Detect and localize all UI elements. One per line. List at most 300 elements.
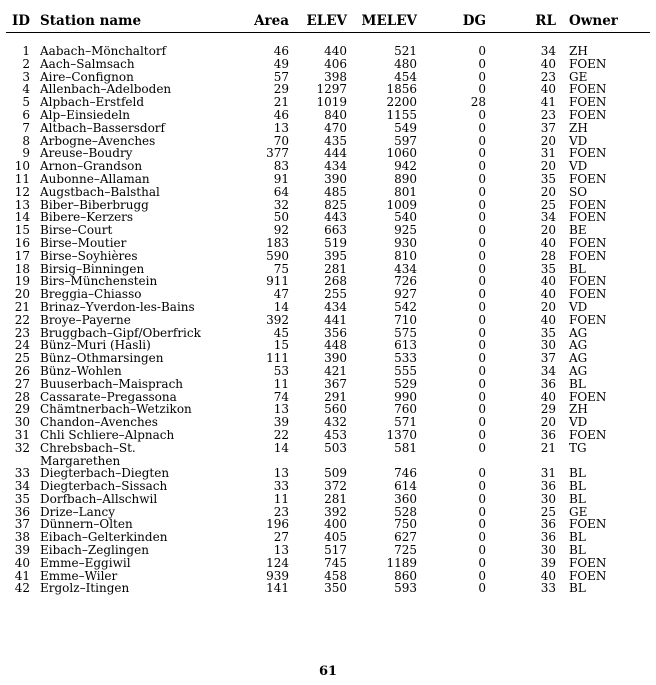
cell-rl: 40 [540,312,556,327]
cell-owner: AG [569,338,588,353]
station-name-text: Dorfbach–Allschwil [40,491,158,506]
cell-rl: 30 [540,491,556,506]
cell-elev: 1297 [316,82,347,97]
cell-dg: 0 [478,338,486,353]
station-name-text: Ergolz–Itingen [40,581,130,596]
cell-id: 30 [14,415,30,430]
cell-dg: 0 [478,56,486,71]
cell-area: 23 [273,504,289,519]
cell-id: 42 [14,581,30,596]
cell-area: 13 [273,402,289,417]
cell-owner: BL [569,466,586,481]
cell-dg: 0 [478,223,486,238]
cell-rl: 36 [540,530,556,545]
cell-id: 16 [14,235,30,250]
cell-id: 25 [14,351,30,366]
cell-melev: 480 [394,56,417,71]
station-name-text: Birsig–Binningen [40,261,145,276]
cell-area: 49 [273,56,289,71]
cell-elev: 268 [324,274,347,289]
cell-melev: 528 [394,504,417,519]
station-name-text: Birse–Moutier [40,235,127,250]
cell-dg: 0 [478,440,486,455]
cell-dg: 0 [478,287,486,302]
cell-dg: 0 [478,376,486,391]
cell-rl: 36 [540,479,556,494]
station-name-text: Arnon–Grandson [40,159,143,174]
cell-dg: 0 [478,389,486,404]
cell-rl: 25 [540,197,556,212]
station-name-text: Drize–Lancy [40,504,115,519]
cell-id: 14 [14,210,30,225]
cell-dg: 0 [478,261,486,276]
cell-rl: 40 [540,568,556,583]
cell-area: 45 [273,325,289,340]
table-row [6,480,650,493]
cell-area: 11 [273,376,289,391]
cell-dg: 0 [478,299,486,314]
cell-area: 75 [273,261,289,276]
cell-station-name [30,429,230,442]
cell-station-name [30,493,230,506]
cell-owner: FOEN [569,82,607,97]
cell-id: 38 [14,530,30,545]
cell-area: 111 [266,351,289,366]
cell-melev: 746 [394,466,417,481]
cell-area: 14 [273,299,289,314]
cell-area: 47 [273,287,289,302]
cell-owner: BL [569,261,586,276]
table-row [6,314,650,327]
cell-owner: BL [569,376,586,391]
cell-owner: BL [569,543,586,558]
cell-id: 17 [14,248,30,263]
cell-station-name [30,58,230,71]
cell-id: 36 [14,504,30,519]
cell-dg: 0 [478,107,486,122]
cell-rl: 23 [540,107,556,122]
cell-id: 12 [14,184,30,199]
cell-dg: 0 [478,402,486,417]
page-number: 61 [318,664,338,679]
cell-id: 20 [14,287,30,302]
cell-elev: 1019 [316,95,347,110]
cell-id: 5 [22,95,30,110]
cell-elev: 485 [324,184,347,199]
cell-rl: 39 [540,555,556,570]
cell-melev: 627 [394,530,417,545]
cell-elev: 453 [324,427,347,442]
cell-dg: 0 [478,44,486,58]
cell-area: 13 [273,120,289,135]
cell-elev: 448 [324,338,347,353]
table-row [6,544,650,557]
cell-rl: 25 [540,504,556,519]
header-id: ID [11,13,30,29]
table-header [6,10,650,33]
cell-dg: 28 [470,95,486,110]
cell-area: 64 [273,184,289,199]
cell-area: 939 [266,568,289,583]
cell-elev: 255 [324,287,347,302]
cell-station-name [30,122,230,135]
station-name-text: Bruggbach–Gipf/Oberfrick [40,325,201,340]
table-row [6,33,650,58]
station-name-text: Eibach–Gelterkinden [40,530,168,545]
cell-area: 74 [273,389,289,404]
cell-area: 392 [266,312,289,327]
cell-id: 22 [14,312,30,327]
cell-rl: 41 [540,95,556,110]
cell-id: 31 [14,427,30,442]
cell-rl: 20 [540,415,556,430]
station-name-text: Buuserbach–Maisprach [40,376,184,391]
cell-area: 27 [273,530,289,545]
cell-melev: 801 [394,184,417,199]
cell-station-name [30,365,230,378]
header-elev: ELEV [306,13,347,29]
cell-dg: 0 [478,581,486,596]
cell-rl: 40 [540,274,556,289]
cell-dg: 0 [478,555,486,570]
cell-elev: 395 [324,248,347,263]
station-name-text: Areuse–Boudry [40,146,133,161]
cell-owner: AG [569,351,588,366]
cell-dg: 0 [478,466,486,481]
header-owner: Owner [569,13,618,29]
cell-melev: 529 [394,376,417,391]
cell-id: 27 [14,376,30,391]
cell-station-name [30,557,230,570]
cell-elev: 398 [324,69,347,84]
table-row [6,173,650,186]
cell-id: 35 [14,491,30,506]
cell-owner: FOEN [569,568,607,583]
cell-owner: FOEN [569,197,607,212]
cell-melev: 710 [394,312,417,327]
cell-id: 39 [14,543,30,558]
cell-elev: 390 [324,171,347,186]
station-name-text: Emme–Wiler [40,568,118,583]
cell-owner: FOEN [569,56,607,71]
cell-melev: 925 [394,223,417,238]
cell-dg: 0 [478,568,486,583]
cell-rl: 34 [540,210,556,225]
cell-id: 41 [14,568,30,583]
cell-id: 3 [22,69,30,84]
cell-station-name [30,301,230,314]
cell-owner: FOEN [569,274,607,289]
cell-dg: 0 [478,184,486,199]
station-name-text: Bünz–Wohlen [40,363,122,378]
table-row [6,557,650,570]
cell-area: 141 [266,581,289,596]
cell-owner: FOEN [569,517,607,532]
cell-id: 10 [14,159,30,174]
cell-station-name [30,109,230,122]
cell-melev: 555 [394,363,417,378]
cell-melev: 540 [394,210,417,225]
cell-id: 23 [14,325,30,340]
table-row [6,186,650,199]
table-row [6,429,650,442]
cell-rl: 30 [540,543,556,558]
cell-elev: 291 [324,389,347,404]
cell-id: 37 [14,517,30,532]
cell-dg: 0 [478,479,486,494]
cell-owner: VD [569,159,588,174]
cell-station-name [30,352,230,365]
cell-elev: 444 [324,146,347,161]
cell-owner: FOEN [569,312,607,327]
station-name-text: Augstbach–Balsthal [40,184,160,199]
cell-elev: 372 [324,479,347,494]
station-name-text: Dünnern–Olten [40,517,133,532]
cell-dg: 0 [478,504,486,519]
cell-area: 196 [266,517,289,532]
cell-id: 21 [14,299,30,314]
cell-owner: ZH [569,120,588,135]
cell-id: 29 [14,402,30,417]
cell-melev: 890 [394,171,417,186]
cell-area: 21 [273,95,289,110]
cell-area: 46 [273,44,289,58]
cell-id: 1 [22,44,30,58]
station-name-text: Allenbach–Adelboden [40,82,172,97]
cell-area: 83 [273,159,289,174]
cell-melev: 942 [394,159,417,174]
cell-elev: 470 [324,120,347,135]
cell-owner: FOEN [569,248,607,263]
station-name-text: Brinaz–Yverdon-les-Bains [40,299,195,314]
cell-station-name [30,186,230,199]
cell-area: 590 [266,248,289,263]
station-name-text: Bünz–Muri (Hasli) [40,338,151,353]
cell-rl: 37 [540,351,556,366]
cell-id: 11 [14,171,30,186]
station-name-text: Diegterbach–Sissach [40,479,168,494]
cell-melev: 990 [394,389,417,404]
table-row [6,442,650,468]
cell-rl: 35 [540,325,556,340]
cell-rl: 40 [540,56,556,71]
cell-elev: 356 [324,325,347,340]
cell-elev: 350 [324,581,347,596]
cell-id: 8 [22,133,30,148]
cell-dg: 0 [478,543,486,558]
cell-rl: 28 [540,248,556,263]
cell-owner: FOEN [569,427,607,442]
cell-area: 15 [273,338,289,353]
cell-id: 7 [22,120,30,135]
cell-station-name [30,442,230,468]
cell-id: 18 [14,261,30,276]
cell-elev: 432 [324,415,347,430]
cell-melev: 1856 [386,82,417,97]
cell-owner: TG [569,440,587,455]
cell-owner: BL [569,479,586,494]
cell-rl: 20 [540,184,556,199]
header-area: Area [254,13,289,29]
cell-id: 19 [14,274,30,289]
cell-melev: 1060 [386,146,417,161]
station-name-text: Birs–Münchenstein [40,274,158,289]
cell-rl: 29 [540,402,556,417]
cell-elev: 281 [324,491,347,506]
cell-owner: FOEN [569,389,607,404]
cell-owner: ZH [569,44,588,58]
cell-id: 2 [22,56,30,71]
cell-owner: FOEN [569,287,607,302]
cell-station-name [30,237,230,250]
cell-dg: 0 [478,159,486,174]
cell-elev: 435 [324,133,347,148]
cell-rl: 21 [540,440,556,455]
cell-id: 15 [14,223,30,238]
cell-area: 11 [273,491,289,506]
cell-owner: VD [569,133,588,148]
cell-melev: 750 [394,517,417,532]
header-melev: MELEV [361,13,417,29]
cell-area: 911 [266,274,289,289]
cell-elev: 281 [324,261,347,276]
cell-melev: 810 [394,248,417,263]
cell-melev: 760 [394,402,417,417]
station-name-text: Diegterbach–Diegten [40,466,170,481]
cell-melev: 1189 [386,555,417,570]
cell-dg: 0 [478,415,486,430]
cell-melev: 726 [394,274,417,289]
cell-rl: 40 [540,389,556,404]
cell-id: 24 [14,338,30,353]
cell-owner: GE [569,504,588,519]
cell-owner: AG [569,325,588,340]
table-row [6,109,650,122]
cell-melev: 613 [394,338,417,353]
cell-owner: FOEN [569,235,607,250]
cell-dg: 0 [478,248,486,263]
cell-dg: 0 [478,517,486,532]
cell-area: 124 [266,555,289,570]
cell-dg: 0 [478,235,486,250]
station-name-text: Alp–Einsiedeln [40,107,130,122]
station-name-text: Cassarate–Pregassona [40,389,177,404]
cell-dg: 0 [478,146,486,161]
cell-area: 22 [273,427,289,442]
cell-area: 13 [273,466,289,481]
cell-area: 377 [266,146,289,161]
cell-melev: 1370 [386,427,417,442]
table-row [6,365,650,378]
cell-rl: 20 [540,133,556,148]
cell-elev: 400 [324,517,347,532]
cell-melev: 725 [394,543,417,558]
cell-dg: 0 [478,82,486,97]
cell-owner: VD [569,299,588,314]
station-name-text: Altbach–Bassersdorf [40,120,165,135]
cell-elev: 406 [324,56,347,71]
cell-melev: 1155 [386,107,417,122]
table-row [6,378,650,391]
station-name-text: Chandon–Avenches [40,415,158,430]
cell-dg: 0 [478,351,486,366]
cell-elev: 458 [324,568,347,583]
table-row [6,416,650,429]
cell-owner: AG [569,363,588,378]
cell-id: 9 [22,146,30,161]
cell-dg: 0 [478,69,486,84]
cell-elev: 560 [324,402,347,417]
cell-dg: 0 [478,363,486,378]
cell-area: 50 [273,210,289,225]
cell-dg: 0 [478,197,486,212]
table-row [6,122,650,135]
cell-elev: 367 [324,376,347,391]
cell-elev: 503 [324,440,347,455]
cell-elev: 441 [324,312,347,327]
cell-melev: 1009 [386,197,417,212]
cell-elev: 663 [324,223,347,238]
cell-owner: BL [569,581,586,596]
cell-station-name [30,582,230,595]
table-row [6,250,650,263]
cell-owner: FOEN [569,171,607,186]
cell-station-name [30,378,230,391]
cell-area: 53 [273,363,289,378]
cell-rl: 20 [540,299,556,314]
cell-elev: 392 [324,504,347,519]
table-row [6,237,650,250]
cell-elev: 519 [324,235,347,250]
cell-id: 32 [14,440,30,455]
cell-rl: 37 [540,120,556,135]
table-body [6,33,650,595]
cell-elev: 509 [324,466,347,481]
cell-id: 13 [14,197,30,212]
header-rl: RL [535,13,556,29]
cell-melev: 542 [394,299,417,314]
cell-elev: 405 [324,530,347,545]
cell-rl: 20 [540,159,556,174]
station-name-text: Broye–Payerne [40,312,131,327]
cell-station-name [30,314,230,327]
cell-owner: FOEN [569,95,607,110]
station-name-text: Aubonne–Allaman [40,171,150,186]
cell-melev: 614 [394,479,417,494]
table-row [6,493,650,506]
cell-area: 14 [273,440,289,455]
cell-melev: 930 [394,235,417,250]
cell-id: 34 [14,479,30,494]
station-name-text: Bibere–Kerzers [40,210,134,225]
cell-dg: 0 [478,312,486,327]
station-name-text: Birse–Court [40,223,113,238]
cell-elev: 443 [324,210,347,225]
cell-rl: 35 [540,171,556,186]
cell-station-name [30,33,230,58]
station-name-text: Breggia–Chiasso [40,287,142,302]
cell-id: 33 [14,466,30,481]
cell-dg: 0 [478,171,486,186]
cell-area: 70 [273,133,289,148]
cell-dg: 0 [478,133,486,148]
cell-rl: 33 [540,581,556,596]
cell-melev: 434 [394,261,417,276]
cell-rl: 40 [540,235,556,250]
cell-area: 29 [273,82,289,97]
station-name-text: Bünz–Othmarsingen [40,351,164,366]
cell-dg: 0 [478,491,486,506]
